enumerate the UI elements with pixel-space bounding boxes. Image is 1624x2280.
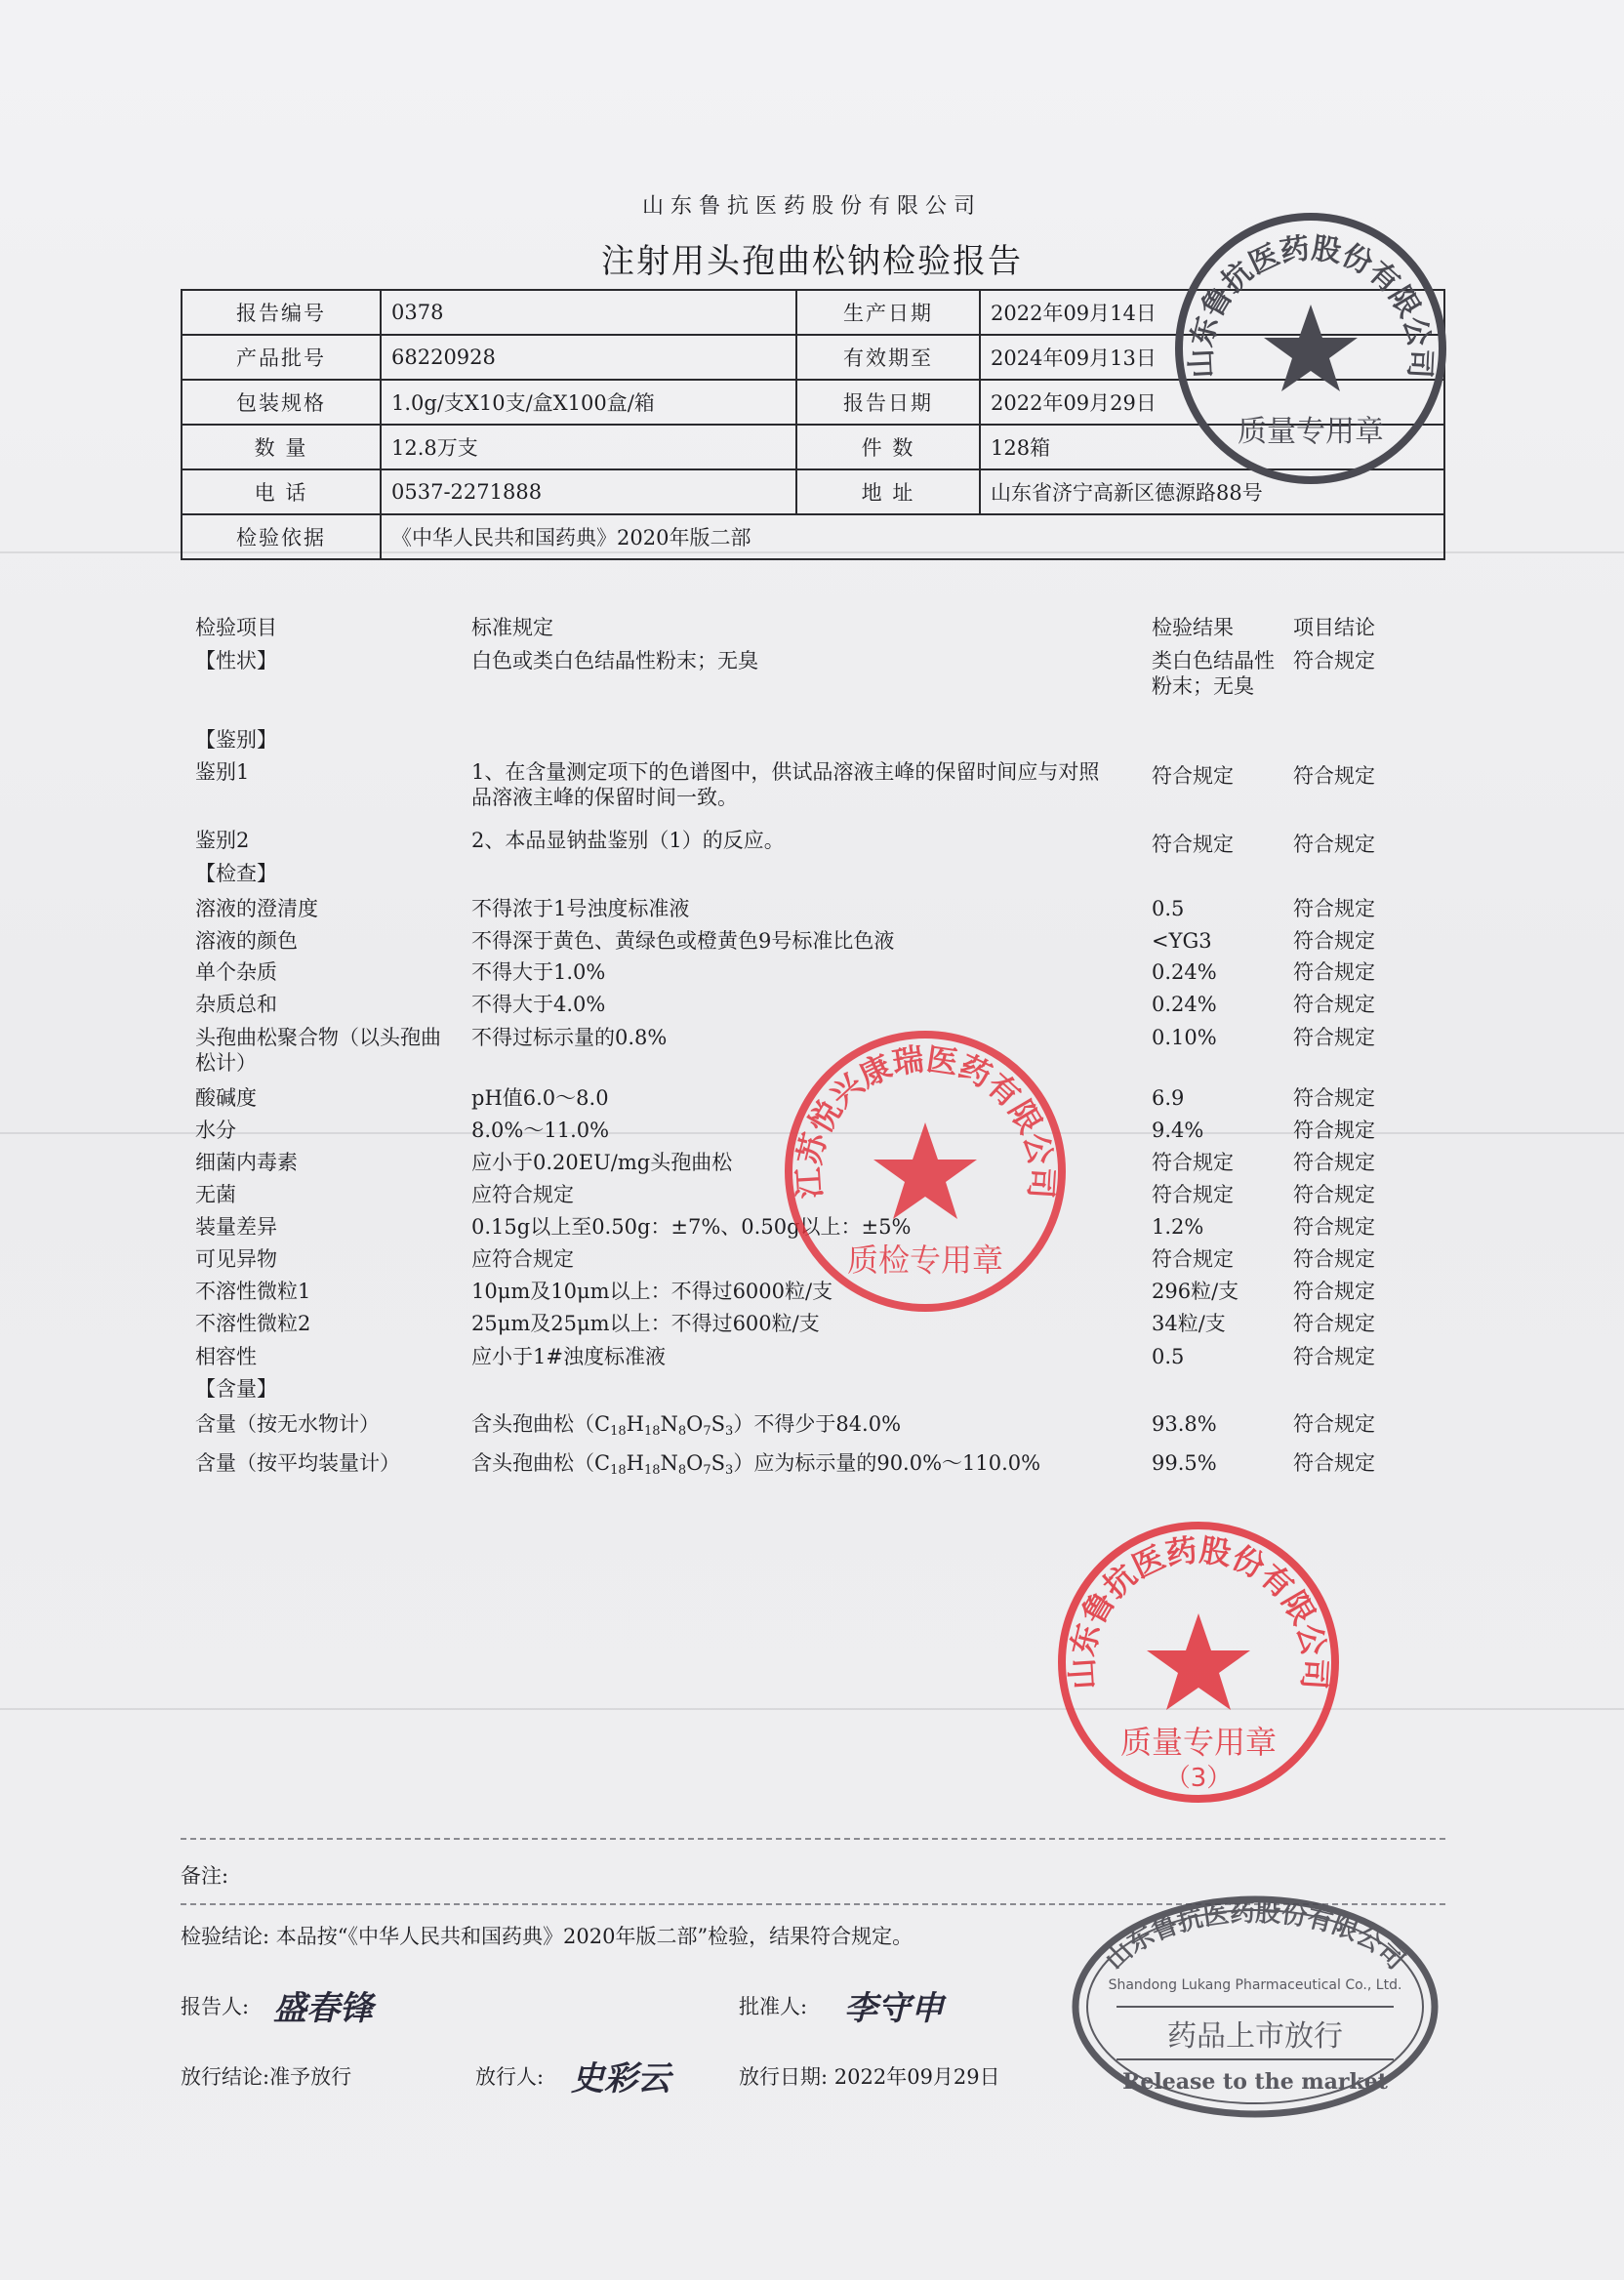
- formula-c-n: 18: [610, 1463, 627, 1478]
- row-result: 0.10%: [1152, 1026, 1217, 1049]
- formula-o-n: 7: [703, 1463, 711, 1478]
- stamp-center-text: 药品上市放行: [1167, 2019, 1343, 2054]
- formula-s: S: [710, 1451, 726, 1475]
- row-item: 不溶性微粒2: [195, 1312, 311, 1335]
- row-standard: 不得大于4.0%: [471, 993, 606, 1016]
- releaser-label: 放行人:: [475, 2065, 545, 2089]
- col-header-conclusion: 项目结论: [1293, 616, 1375, 639]
- phone-label: 电 话: [182, 469, 381, 514]
- basis-value: 《中华人民共和国药典》2020年版二部: [381, 514, 1444, 559]
- row-standard: 应小于0.20EU/mg头孢曲松: [471, 1151, 733, 1174]
- row-conclusion: 符合规定: [1293, 1086, 1375, 1110]
- stamp-number: （3）: [1164, 1764, 1233, 1793]
- quality-stamp-bottom: [1052, 1511, 1345, 1813]
- row-item: 无菌: [195, 1183, 236, 1206]
- phone-value: 0537-2271888: [381, 469, 796, 514]
- row-item: 【含量】: [195, 1377, 277, 1401]
- formula-o: O: [686, 1412, 704, 1436]
- release-line: [181, 2061, 351, 2091]
- row-item: 水分: [195, 1119, 236, 1142]
- std-prefix: 含头孢曲松（: [471, 1412, 594, 1436]
- formula-c-n: 18: [610, 1424, 627, 1439]
- row-result: 99.5%: [1152, 1451, 1217, 1475]
- row-item: 装量差异: [195, 1215, 277, 1239]
- stamp-ring-text: 江苏悦兴康瑞医药有限公司: [790, 1039, 1061, 1201]
- row-conclusion: 符合规定: [1293, 833, 1375, 856]
- expiry-value: 2024年09月13日: [980, 335, 1444, 380]
- releaser-signature: 史彩云: [571, 2059, 670, 2098]
- expiry-label: 有效期至: [796, 335, 980, 380]
- formula-h-n: 18: [643, 1424, 661, 1439]
- row-item: 杂质总和: [195, 993, 277, 1016]
- row-conclusion: 符合规定: [1293, 1215, 1375, 1239]
- row-conclusion: 符合规定: [1293, 1280, 1375, 1303]
- package-value: 1.0g/支X10支/盒X100盒/箱: [381, 380, 796, 425]
- reporter-signature: 盛春锋: [273, 1989, 373, 2028]
- row-result: 符合规定: [1152, 1183, 1234, 1206]
- row-result: 符合规定: [1152, 1247, 1234, 1271]
- row-item: 含量（按平均装量计）: [195, 1451, 400, 1475]
- row-standard: 不得过标示量的0.8%: [471, 1026, 668, 1049]
- stamp-ring-english: Shandong Lukang Pharmaceutical Co., Ltd.: [1108, 1977, 1402, 1993]
- row-item: 头孢曲松聚合物（以头孢曲松计）: [195, 1026, 441, 1075]
- row-result: 296粒/支: [1152, 1280, 1239, 1303]
- row-standard: 10μm及10μm以上：不得过6000粒/支: [471, 1280, 833, 1303]
- row-standard: 1、在含量测定项下的色谱图中，供试品溶液主峰的保留时间应与对照品溶液主峰的保留时间一致。: [471, 760, 1100, 809]
- row-item: 鉴别2: [195, 829, 250, 852]
- stamp-center-english: Release to the market: [1122, 2069, 1388, 2095]
- star-icon: [873, 1122, 977, 1219]
- row-item: 含量（按无水物计）: [195, 1412, 380, 1436]
- row-conclusion: 符合规定: [1293, 1026, 1375, 1049]
- row-conclusion: 符合规定: [1293, 993, 1375, 1016]
- row-standard: 应符合规定: [471, 1247, 574, 1271]
- row-item: 细菌内毒素: [195, 1151, 298, 1174]
- quality-stamp-top: [1169, 207, 1452, 490]
- row-conclusion: 符合规定: [1293, 764, 1375, 788]
- row-conclusion: 符合规定: [1293, 960, 1375, 984]
- report-no-value: 0378: [381, 290, 796, 335]
- row-item: 相容性: [195, 1345, 257, 1368]
- formula-h: H: [626, 1412, 644, 1436]
- row-item: 【鉴别】: [195, 728, 277, 752]
- approver-label: 批准人:: [739, 1995, 808, 2018]
- row-result: 6.9: [1152, 1086, 1185, 1110]
- row-standard: 应符合规定: [471, 1183, 574, 1206]
- row-result: 34粒/支: [1152, 1312, 1226, 1335]
- row-item: 可见异物: [195, 1247, 277, 1271]
- row-result: 1.2%: [1152, 1215, 1204, 1239]
- basis-label: 检验依据: [182, 514, 381, 559]
- star-icon: [1264, 305, 1358, 391]
- std-prefix: 含头孢曲松（: [471, 1451, 594, 1475]
- release-date: 2022年09月29日: [833, 2065, 1000, 2089]
- row-item: 【检查】: [195, 862, 277, 885]
- release-date-label: 放行日期:: [739, 2065, 829, 2089]
- row-conclusion: 符合规定: [1293, 897, 1375, 920]
- row-conclusion: 符合规定: [1293, 1247, 1375, 1271]
- batch-no-label: 产品批号: [182, 335, 381, 380]
- row-conclusion: 符合规定: [1293, 1119, 1375, 1142]
- formula-n-n: 8: [677, 1424, 687, 1439]
- formula-h-n: 18: [643, 1463, 661, 1478]
- conclusion-label: 检验结论:: [181, 1925, 270, 1948]
- row-standard: pH值6.0～8.0: [471, 1086, 609, 1110]
- row-standard: 不得大于1.0%: [471, 960, 606, 984]
- info-row: [182, 514, 1444, 559]
- formula-s-n: 3: [725, 1463, 734, 1478]
- release-stamp: [1068, 1892, 1442, 2122]
- address-value: 山东省济宁高新区德源路88号: [980, 469, 1444, 514]
- divider: [181, 1838, 1445, 1840]
- stamp-ring-text: 山东鲁抗医药股份有限公司: [1099, 1897, 1411, 1976]
- row-standard: 白色或类白色结晶性粉末；无臭: [471, 649, 758, 672]
- conclusion-text: 本品按“《中华人民共和国药典》2020年版二部”检验，结果符合规定。: [275, 1925, 914, 1948]
- row-result: <YG3: [1152, 929, 1212, 953]
- row-standard: 8.0%～11.0%: [471, 1119, 610, 1142]
- release-value: 准予放行: [269, 2065, 352, 2089]
- formula-c: C: [594, 1451, 611, 1475]
- pieces-label: 件 数: [796, 425, 980, 469]
- company-name: 山东鲁抗医药股份有限公司: [641, 194, 982, 219]
- production-date-label: 生产日期: [796, 290, 980, 335]
- batch-no-value: 68220928: [381, 335, 796, 380]
- col-header-result: 检验结果: [1152, 616, 1234, 639]
- conclusion-line: [181, 1921, 913, 1950]
- row-conclusion: 符合规定: [1293, 929, 1375, 953]
- address-label: 地 址: [796, 469, 980, 514]
- row-result: 类白色结晶性粉末；无臭: [1152, 649, 1275, 698]
- package-label: 包装规格: [182, 380, 381, 425]
- row-item: 不溶性微粒1: [195, 1280, 311, 1303]
- report-no-label: 报告编号: [182, 290, 381, 335]
- report-date-label: 报告日期: [796, 380, 980, 425]
- reporter-label: 报告人:: [181, 1995, 250, 2018]
- row-standard: 0.15g以上至0.50g：±7%、0.50g以上：±5%: [471, 1215, 912, 1239]
- col-header-standard: 标准规定: [471, 616, 553, 639]
- row-standard: 不得深于黄色、黄绿色或橙黄色9号标准比色液: [471, 929, 895, 953]
- formula-s-n: 3: [725, 1424, 734, 1439]
- row-result: 符合规定: [1152, 833, 1234, 856]
- row-item: 鉴别1: [195, 760, 250, 784]
- row-item: 酸碱度: [195, 1086, 257, 1110]
- row-conclusion: 符合规定: [1293, 1412, 1375, 1436]
- row-result: 9.4%: [1152, 1119, 1204, 1142]
- formula-s: S: [710, 1412, 726, 1436]
- row-item: 【性状】: [195, 649, 277, 672]
- formula-o-n: 7: [703, 1424, 711, 1439]
- std-suffix: ）不得少于84.0%: [733, 1412, 902, 1436]
- row-standard: [471, 1450, 1116, 1476]
- row-result: 93.8%: [1152, 1412, 1217, 1436]
- row-conclusion: 符合规定: [1293, 1345, 1375, 1368]
- stamp-center-text: 质检专用章: [846, 1242, 1004, 1279]
- pieces-value: 128箱: [980, 425, 1444, 469]
- stamp-center-text: 质量专用章: [1238, 415, 1384, 449]
- remark-label: 备注:: [181, 1864, 229, 1888]
- row-conclusion: 符合规定: [1293, 1312, 1375, 1335]
- row-result: 0.24%: [1152, 960, 1217, 984]
- row-standard: 2、本品显钠盐鉴别（1）的反应。: [471, 829, 785, 852]
- release-date-line: [739, 2061, 1000, 2091]
- row-item: 溶液的澄清度: [195, 897, 318, 920]
- formula-c: C: [594, 1412, 611, 1436]
- release-label: 放行结论:: [181, 2065, 270, 2089]
- formula-o: O: [686, 1451, 704, 1475]
- row-result: 0.5: [1152, 1345, 1185, 1368]
- formula-h: H: [626, 1451, 644, 1475]
- fold-line: [0, 1708, 1624, 1710]
- production-date-value: 2022年09月14日: [980, 290, 1444, 335]
- row-standard: 不得浓于1号浊度标准液: [471, 897, 690, 920]
- row-conclusion: 符合规定: [1293, 649, 1375, 672]
- inspection-stamp-middle: [779, 1025, 1072, 1318]
- row-conclusion: 符合规定: [1293, 1183, 1375, 1206]
- std-suffix: ）应为标示量的90.0%～110.0%: [733, 1451, 1041, 1475]
- row-item: 单个杂质: [195, 960, 277, 984]
- col-header-item: 检验项目: [195, 616, 277, 639]
- formula-n: N: [660, 1451, 678, 1475]
- stamp-center-text: 质量专用章: [1119, 1724, 1278, 1761]
- report-date-value: 2022年09月29日: [980, 380, 1444, 425]
- row-result: 符合规定: [1152, 764, 1234, 788]
- formula-n-n: 8: [677, 1463, 687, 1478]
- row-result: 0.24%: [1152, 993, 1217, 1016]
- report-title: 注射用头孢曲松钠检验报告: [601, 242, 1023, 281]
- row-result: 0.5: [1152, 897, 1185, 920]
- row-standard: 应小于1#浊度标准液: [471, 1345, 666, 1368]
- quantity-label: 数 量: [182, 425, 381, 469]
- row-conclusion: 符合规定: [1293, 1151, 1375, 1174]
- row-conclusion: 符合规定: [1293, 1451, 1375, 1475]
- row-item: 溶液的颜色: [195, 929, 298, 953]
- stamp-ring-text: 山东鲁抗医药股份有限公司: [1063, 1530, 1334, 1691]
- stamp-ring-text: 山东鲁抗医药股份有限公司: [1184, 231, 1438, 380]
- formula-n: N: [660, 1412, 678, 1436]
- quantity-value: 12.8万支: [381, 425, 796, 469]
- row-standard: 25μm及25μm以上：不得过600粒/支: [471, 1312, 820, 1335]
- star-icon: [1147, 1613, 1250, 1710]
- row-standard: [471, 1411, 1116, 1437]
- row-result: 符合规定: [1152, 1151, 1234, 1174]
- approver-signature: 李守申: [844, 1989, 944, 2028]
